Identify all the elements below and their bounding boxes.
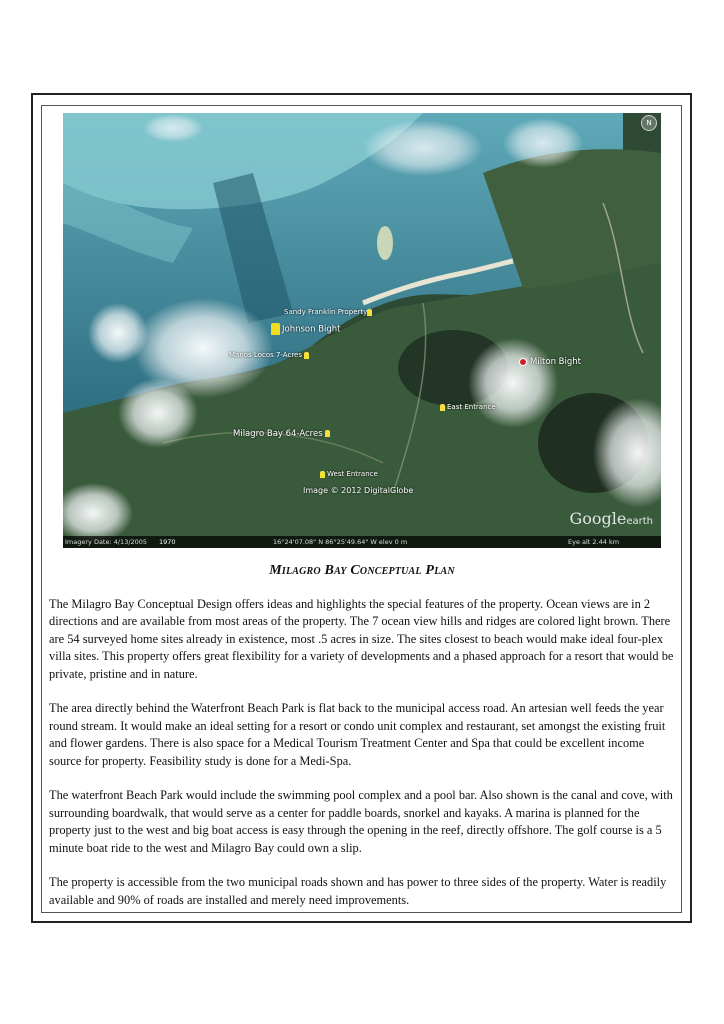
paragraph-intro: The Milagro Bay Conceptual Design offers ideas and highlights the special features of the property. Ocean views are in 2 directions and are available from most areas of the property. The 7 ocean view hills and ridges are colored light brown. There are 54 surveyed home sites already in existence, most .5 acres in size. The sites closest to beach would make ideal four-plex villa sites. This property offers great flexibility for a variety of developments and a phased approach for a resort that would be private, pristine and in nature.: [49, 597, 674, 681]
satellite-map[interactable]: [63, 113, 661, 548]
label-sandy-franklin[interactable]: Sandy Franklin Property: [284, 308, 374, 316]
document-body: [49, 596, 679, 927]
label-manos-locos[interactable]: Manos Locos 7-Acres: [229, 351, 311, 359]
pushpin-icon: [271, 323, 280, 335]
paragraph-access: The property is accessible from the two municipal roads shown and has power to three sides of the property. Water is readily available and 90% of roads are installed and merely need improvements.: [49, 875, 667, 907]
map-status-bar: [63, 536, 661, 548]
label-west-entrance[interactable]: West Entrance: [320, 470, 378, 478]
compass-icon[interactable]: N: [641, 115, 657, 131]
page-title: Milagro Bay Conceptual Plan: [269, 563, 455, 578]
pushpin-icon: [304, 352, 309, 359]
coordinates-readout: 16°24'07.08" N 86°25'49.64" W elev 0 m: [273, 538, 408, 546]
pushpin-icon: [367, 309, 372, 316]
imagery-date: Imagery Date: 4/13/2005: [65, 538, 148, 546]
imagery-copyright: Image © 2012 DigitalGlobe: [303, 486, 414, 495]
pushpin-icon: [440, 404, 445, 411]
label-johnson-bight[interactable]: Johnson Bight: [271, 323, 341, 335]
paragraph-waterfront: The waterfront Beach Park would include the swimming pool complex and a pool bar. Also shown is the canal and cove, with surrounding boardwalk, that would serve as a center for paddle boards, snorkel and kayaks. A marina is planned for the property just to the west and big boat access is easy through the opening in the reef, directly offshore. The golf course is a 5 minute boat ride to the west and Milagro Bay could own a slip.: [49, 788, 673, 855]
paragraph-beach-park-area: The area directly behind the Waterfront Beach Park is flat back to the municipal access road. An artesian well feeds the year round stream. It would make an ideal setting for a resort or condo unit complex and restaurant, set amongst the existing fruit and flower gardens. There is also space for a Medical Tourism Treatment Center and Spa that could be excellent income source for property. Feasibility study is done for a Medi-Spa.: [49, 701, 666, 768]
google-earth-logo: Googleearth: [569, 509, 653, 528]
historical-imagery-year[interactable]: 1970: [159, 538, 176, 546]
placemark-icon: [519, 358, 527, 366]
eye-altitude: Eye alt 2.44 km: [568, 538, 620, 546]
label-milton-bight[interactable]: Milton Bight: [519, 357, 581, 367]
map-terrain: [63, 113, 661, 548]
pushpin-icon: [320, 471, 325, 478]
label-east-entrance[interactable]: East Entrance: [440, 403, 496, 411]
pushpin-icon: [325, 430, 330, 437]
label-milagro-bay[interactable]: Milagro Bay 64-Acres: [233, 429, 332, 439]
